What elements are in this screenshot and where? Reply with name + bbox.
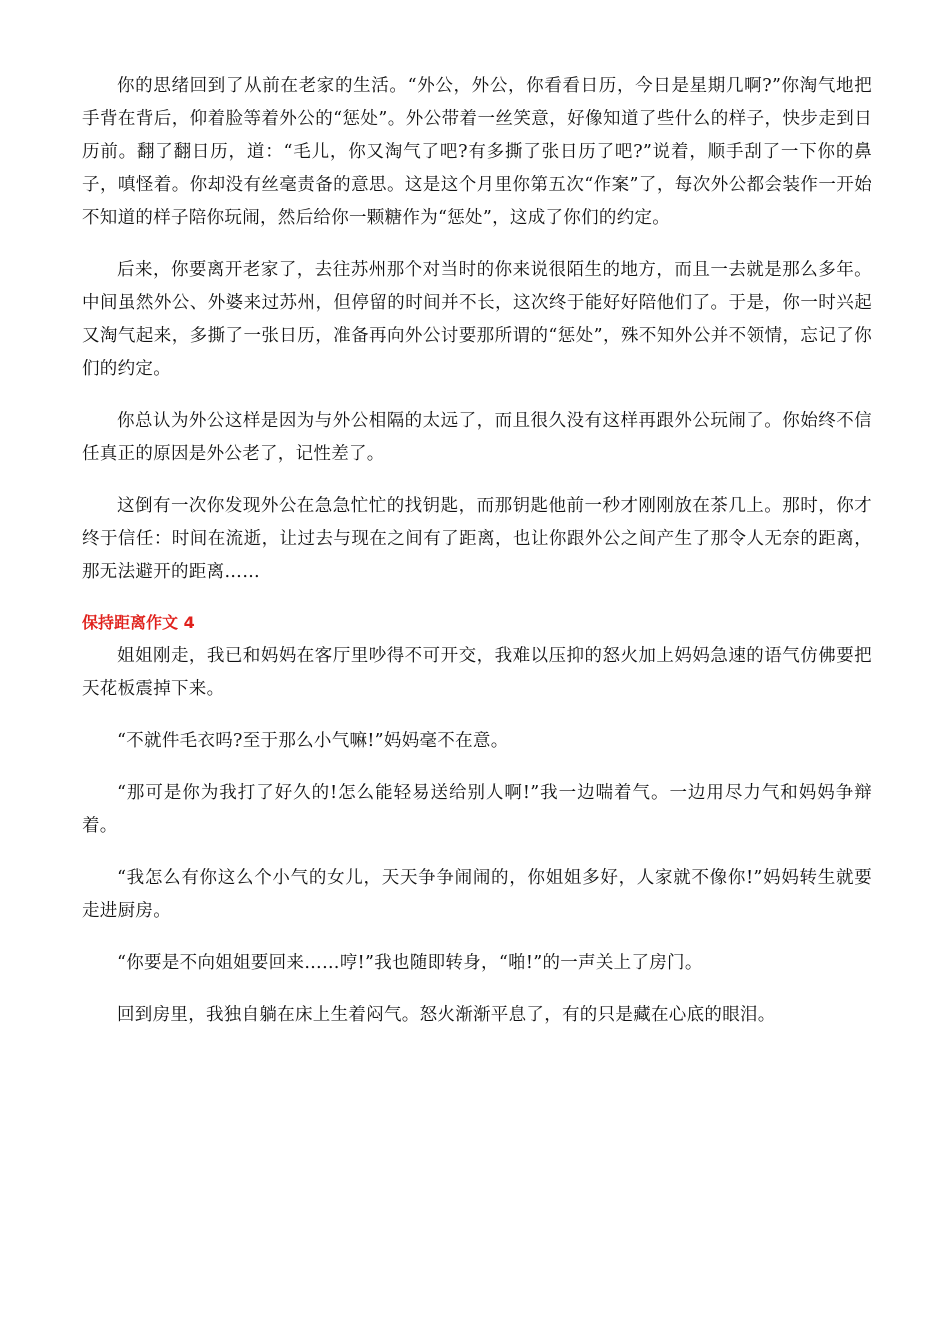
paragraph: 回到房里，我独自躺在床上生着闷气。怒火渐渐平息了，有的只是藏在心底的眼泪。 (117, 1005, 776, 1025)
paragraph: 后来，你要离开老家了，去往苏州那个对当时的你来说很陌生的地方，而且一去就是那么多年。中间虽然外公、外婆来过苏州，但停留的时间并不长，这次终于能好好陪他们了。于是，你一时兴起又淘气起来，多撕了一张日历，准备再向外公讨要那所谓的“惩处”，殊不知外公并不领情，忘记了你们的约定。 (82, 260, 872, 379)
paragraph: 这倒有一次你发现外公在急急忙忙的找钥匙，而那钥匙他前一秒才刚刚放在茶几上。那时，你才终于信任：时间在流逝，让过去与现在之间有了距离，也让你跟外公之间产生了那令人无奈的距离，那无法避开的距离…… (82, 496, 872, 582)
paragraph: “不就件毛衣吗?至于那么小气嘛!”妈妈毫不在意。 (117, 731, 509, 751)
paragraph: 你的思绪回到了从前在老家的生活。“外公，外公，你看看日历，今日是星期几啊?”你淘气地把手背在背后，仰着脸等着外公的“惩处”。外公带着一丝笑意，好像知道了些什么的样子，快步走到日历前。翻了翻日历，道：“毛儿，你又淘气了吧?有多撕了张日历了吧?”说着，顺手刮了一下你的鼻子，嗔怪着。你却没有丝毫责备的意思。这是这个月里你第五次“作案”了，每次外公都会装作一开始不知道的样子陪你玩闹，然后给你一颗糖作为“惩处”，这成了你们的约定。 (82, 76, 872, 228)
paragraph: 姐姐刚走，我已和妈妈在客厅里吵得不可开交，我难以压抑的怒火加上妈妈急速的语气仿佛要把天花板震掉下来。 (82, 646, 872, 699)
paragraph: “我怎么有你这么个小气的女儿，天天争争闹闹的，你姐姐多好，人家就不像你!”妈妈转生就要走进厨房。 (82, 868, 872, 921)
section-heading: 保持距离作文 4 (82, 613, 195, 632)
document-page (82, 70, 872, 1051)
paragraph: “你要是不向姐姐要回来……哼!”我也随即转身，“啪!”的一声关上了房门。 (117, 953, 703, 973)
paragraph: “那可是你为我打了好久的!怎么能轻易送给别人啊!”我一边喘着气。一边用尽力气和妈妈争辩着。 (82, 783, 872, 836)
paragraph: 你总认为外公这样是因为与外公相隔的太远了，而且很久没有这样再跟外公玩闹了。你始终不信任真正的原因是外公老了，记性差了。 (82, 411, 872, 464)
